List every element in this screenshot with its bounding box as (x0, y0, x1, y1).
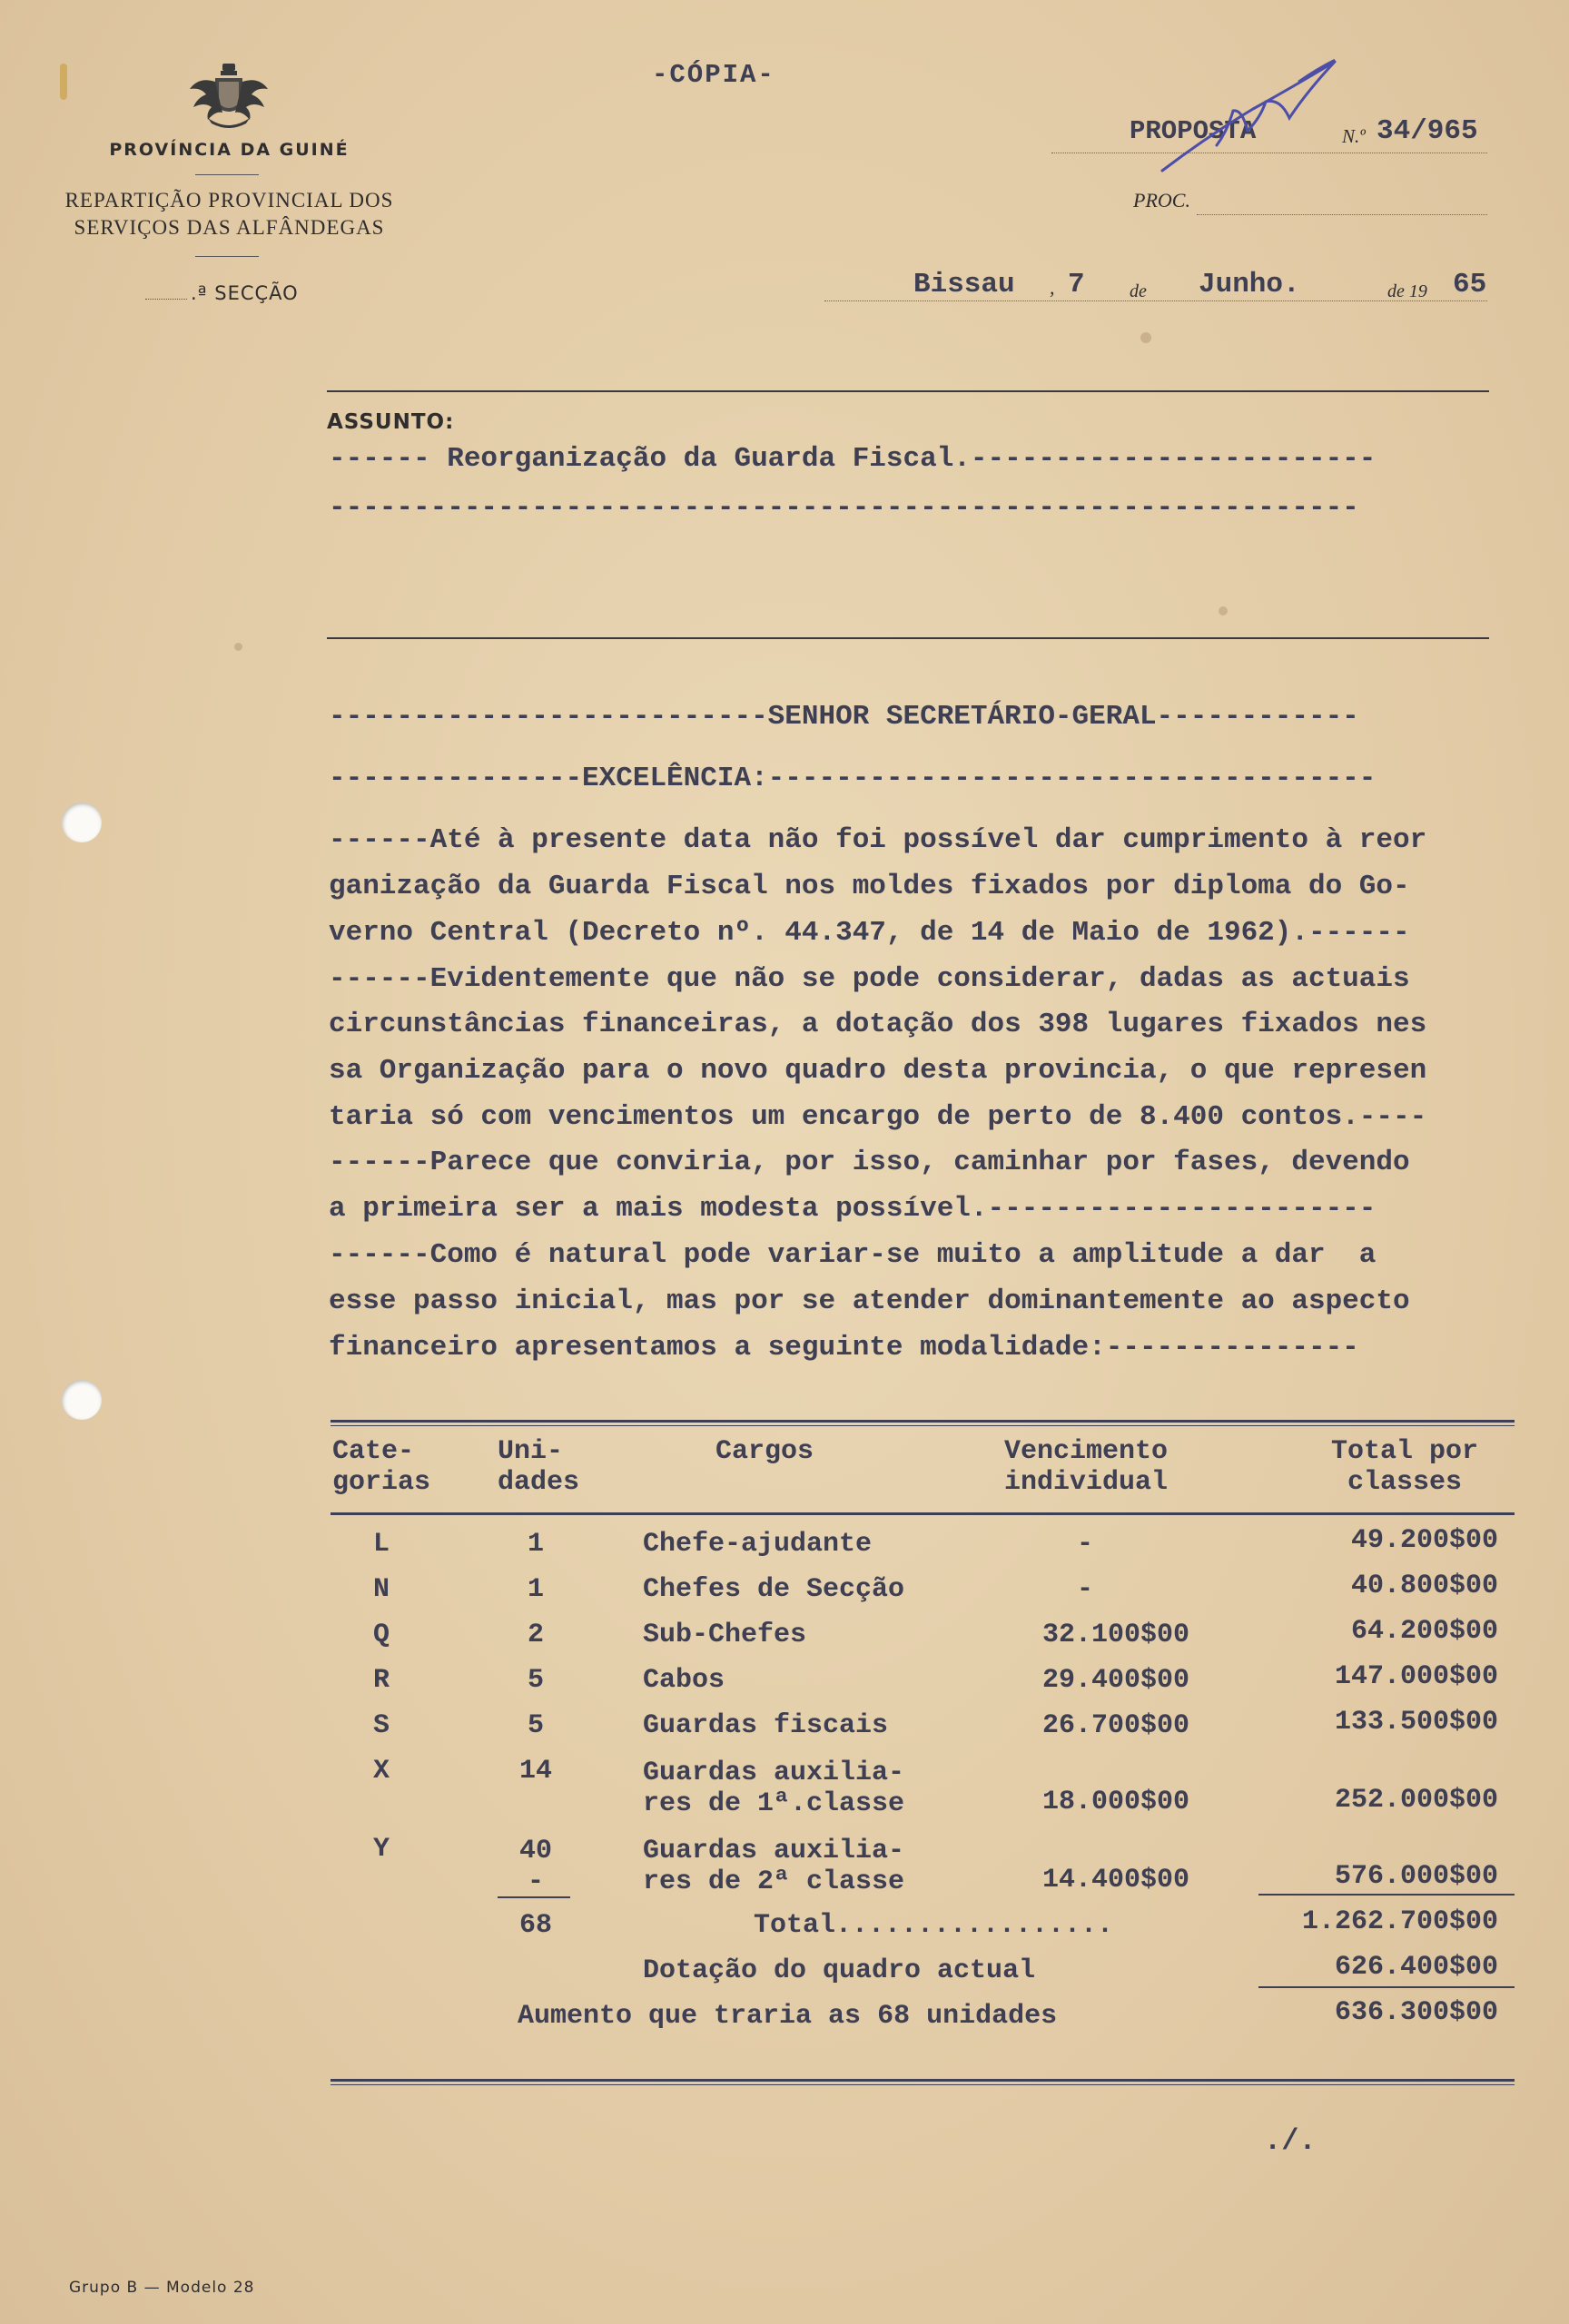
header-categorias: Cate- gorias (332, 1436, 431, 1498)
punch-hole (62, 803, 102, 842)
table-header-rule (331, 1512, 1515, 1515)
body-line: a primeira ser a mais modesta possível.----------------------- (329, 1193, 1377, 1225)
body-line: ------Como é natural pode variar-se muito a amplitude a dar a (329, 1239, 1377, 1271)
form-footer: Grupo B — Modelo 28 (69, 2279, 255, 2297)
current-sum-rule (1258, 1986, 1515, 1988)
total-sum-rule (1258, 1894, 1515, 1896)
subject-filler-line: ------------------------------------------------------------- (329, 492, 1359, 524)
total-label: Total................. (754, 1910, 1114, 1941)
proposal-number: 34/965 (1377, 115, 1478, 147)
cell-cargo: Chefe-ajudante (643, 1529, 873, 1560)
subject-top-rule (327, 390, 1489, 392)
section-blank (145, 299, 187, 300)
current-value: 626.400$00 (1334, 1952, 1498, 1983)
paper-spot (1140, 332, 1151, 343)
table-top-rule (331, 1420, 1515, 1423)
letterhead-rule (195, 174, 259, 175)
cell-categoria: L (372, 1529, 390, 1560)
cell-unidades: 1 (527, 1574, 544, 1605)
cell-unidades: 5 (527, 1710, 544, 1741)
date-year: 65 (1453, 269, 1487, 300)
total-value: 1.262.700$00 (1301, 1906, 1498, 1937)
cell-cargo: Guardas auxilia- res de 1ª.classe (643, 1758, 905, 1819)
body-line: esse passo inicial, mas por se atender dominantemente ao aspecto (329, 1285, 1410, 1317)
paper-spot (1219, 606, 1228, 615)
body-line: ------Evidentemente que não se pode considerar, dadas as actuais (329, 963, 1410, 995)
cell-categoria: N (372, 1574, 390, 1605)
cell-categoria: R (372, 1665, 390, 1696)
department-line-2: SERVIÇOS DAS ALFÂNDEGAS (74, 216, 385, 239)
cell-vencimento: 29.400$00 (1041, 1665, 1189, 1696)
date-day: 7 (1068, 269, 1085, 300)
continuation-mark: ./. (1264, 2124, 1317, 2158)
body-line: circunstâncias financeiras, a dotação dos 398 lugares fixados nes (329, 1009, 1427, 1040)
body-line: verno Central (Decreto nº. 44.347, de 14 de Maio de 1962).------ (329, 917, 1410, 949)
cell-categoria: Q (372, 1620, 390, 1650)
increase-value: 636.300$00 (1334, 1997, 1498, 2028)
cell-total: 147.000$00 (1334, 1661, 1498, 1692)
subject-bottom-rule (327, 637, 1489, 639)
cell-categoria: Y (372, 1834, 390, 1865)
header-cargos: Cargos (715, 1436, 814, 1467)
body-line: ganização da Guarda Fiscal nos moldes fixados por diploma do Go- (329, 871, 1410, 902)
cell-unidades: 2 (527, 1620, 544, 1650)
body-line: ------Parece que conviria, por isso, caminhar por fases, devendo (329, 1147, 1410, 1178)
body-line: sa Organização para o novo quadro desta provincia, o que represen (329, 1055, 1427, 1087)
cell-total: 40.800$00 (1350, 1571, 1498, 1601)
coat-of-arms-icon (188, 64, 270, 136)
copy-mark: -CÓPIA- (652, 60, 775, 90)
header-vencimento: Vencimento individual (1004, 1436, 1169, 1498)
subject-label: ASSUNTO: (327, 410, 455, 434)
cell-total: 64.200$00 (1350, 1616, 1498, 1647)
proc-label: PROC. (1133, 189, 1190, 212)
cell-unidades: 5 (527, 1665, 544, 1696)
date-de: de (1130, 281, 1147, 301)
units-sum-rule (498, 1896, 570, 1898)
cell-vencimento: 26.700$00 (1041, 1710, 1189, 1741)
cell-unidades: 14 (518, 1756, 552, 1787)
cell-total: 49.200$00 (1350, 1525, 1498, 1556)
cell-total: 133.500$00 (1334, 1707, 1498, 1738)
cell-total: 576.000$00 (1334, 1861, 1498, 1892)
cell-cargo: Sub-Chefes (643, 1620, 807, 1650)
cell-unidades: 40 - (518, 1836, 552, 1897)
paper-stain (60, 64, 67, 100)
cell-cargo: Guardas fiscais (643, 1710, 889, 1741)
cell-vencimento: - (1076, 1574, 1093, 1605)
section-label (145, 282, 299, 304)
cell-vencimento: - (1076, 1529, 1093, 1560)
cell-total: 252.000$00 (1334, 1785, 1498, 1816)
cell-categoria: X (372, 1756, 390, 1787)
letterhead-rule (195, 256, 259, 257)
increase-label: Aumento que traria as 68 unidades (518, 2001, 1058, 2032)
body-line: ------Até à presente data não foi possível dar cumprimento à reor (329, 824, 1427, 856)
paper-spot (234, 643, 242, 651)
province-heading: PROVÍNCIA DA GUINÉ (109, 140, 350, 160)
table-bottom-rule (331, 2084, 1515, 2085)
department-line-1: REPARTIÇÃO PROVINCIAL DOS (64, 189, 394, 212)
punch-hole (62, 1380, 102, 1420)
cell-categoria: S (372, 1710, 390, 1741)
cell-vencimento: 14.400$00 (1041, 1865, 1189, 1896)
table-bottom-rule (331, 2079, 1515, 2082)
number-label: N.º (1342, 125, 1366, 147)
body-line: taria só com vencimentos um encargo de perto de 8.400 contos.---- (329, 1101, 1427, 1133)
salutation-line: ---------------EXCELÊNCIA:------------------------------------ (329, 763, 1377, 794)
current-label: Dotação do quadro actual (643, 1955, 1036, 1986)
cell-cargo: Chefes de Secção (643, 1574, 905, 1605)
date-city: Bissau (913, 269, 1015, 300)
section-suffix: .ª SECÇÃO (191, 282, 299, 304)
cell-cargo: Guardas auxilia- res de 2ª classe (643, 1836, 905, 1897)
date-month: Junho. (1199, 269, 1300, 300)
cell-unidades: 1 (527, 1529, 544, 1560)
cell-cargo: Cabos (643, 1665, 725, 1696)
header-unidades: Uni- dades (498, 1436, 580, 1498)
date-de-year: de 19 (1387, 281, 1427, 301)
cell-vencimento: 32.100$00 (1041, 1620, 1189, 1650)
table-top-rule (331, 1425, 1515, 1426)
header-total: Total por classes (1331, 1436, 1479, 1498)
proc-line (1197, 214, 1487, 215)
subject-line: ------ Reorganização da Guarda Fiscal.------------------------ (329, 443, 1377, 475)
body-line: financeiro apresentamos a seguinte modalidade:--------------- (329, 1332, 1359, 1364)
date-separator: , (1050, 276, 1055, 299)
salutation-line: --------------------------SENHOR SECRETÁRIO-GERAL------------ (329, 701, 1359, 733)
total-units: 68 (518, 1910, 552, 1941)
cell-vencimento: 18.000$00 (1041, 1787, 1189, 1817)
handwritten-initials (1153, 54, 1362, 182)
proposta-label: PROPOSTA (1130, 116, 1257, 146)
